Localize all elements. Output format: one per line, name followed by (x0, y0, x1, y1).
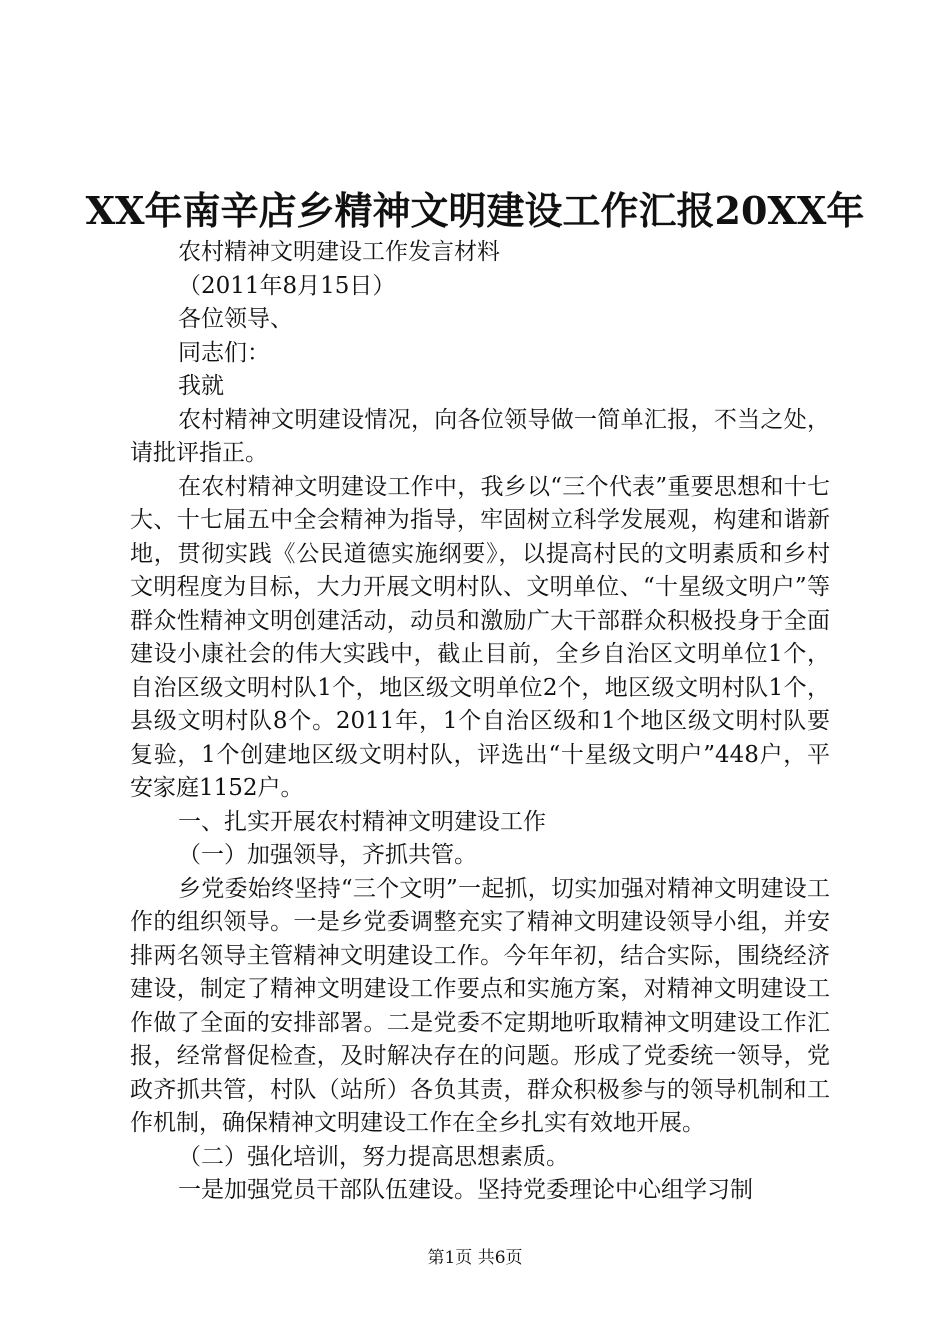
subsection-heading: （一）加强领导，齐抓共管。 (178, 842, 477, 868)
page-number: 第1页 共6页 (427, 1248, 523, 1268)
paragraph: 乡党委始终坚持“三个文明”一起抓，切实加强对精神文明建设工作的组织领导。一是乡党委调整充实了精神文明建设领导小组，并安排两名领导主管精神文明建设工作。今年年初，结合实际，围绕经济建设，制定了精神文明建设工作要点和实施方案，对精神文明建设工作做了全面的安排部署。二是党委不定期地听取精神文明建设工作汇报，经常督促检查，及时解决存在的问题。形成了党委统一领导，党政齐抓共管，村队（站所）各负其责，群众积极参与的领导机制和工作机制，确保精神文明建设工作在全乡扎实有效地开展。 (130, 875, 830, 1136)
section-heading: 一、扎实开展农村精神文明建设工作 (178, 808, 546, 835)
paragraph: 在农村精神文明建设工作中，我乡以“三个代表”重要思想和十七大、十七届五中全会精神为指导，牢固树立科学发展观，构建和谐新地，贯彻实践《公民道德实施纲要》，以提高村民的文明素质和乡村文明程度为目标，大力开展文明村队、文明单位、“十星级文明户”等群众性精神文明创建活动，动员和激励广大干部群众积极投身于全面建设小康社会的伟大实践中，截止目前，全乡自治区文明单位1个，自治区级文明村队1个，地区级文明单位2个，地区级文明村队1个，县级文明村队8个。2011年，1个自治区级和1个地区级文明村队要复验，1个创建地区级文明村队，评选出“十星级文明户”448户，平安家庭1152户。 (130, 473, 830, 801)
document-title: XX年南辛店乡精神文明建设工作汇报20XX年 (85, 188, 865, 233)
date-line: （2011年8月15日） (178, 272, 396, 299)
subsection-heading: （二）强化培训，努力提高思想素质。 (178, 1143, 569, 1170)
document-body (130, 236, 830, 1208)
salutation-line: 各位领导、 (178, 306, 293, 332)
paragraph: 一是加强党员干部队伍建设。坚持党委理论中心组学习制 (178, 1177, 753, 1203)
subtitle-line: 农村精神文明建设工作发言材料 (178, 239, 500, 265)
paragraph: 农村精神文明建设情况，向各位领导做一简单汇报，不当之处，请批评指正。 (130, 406, 830, 466)
paragraph: 我就 (178, 373, 224, 399)
salutation-line: 同志们： (178, 339, 270, 366)
